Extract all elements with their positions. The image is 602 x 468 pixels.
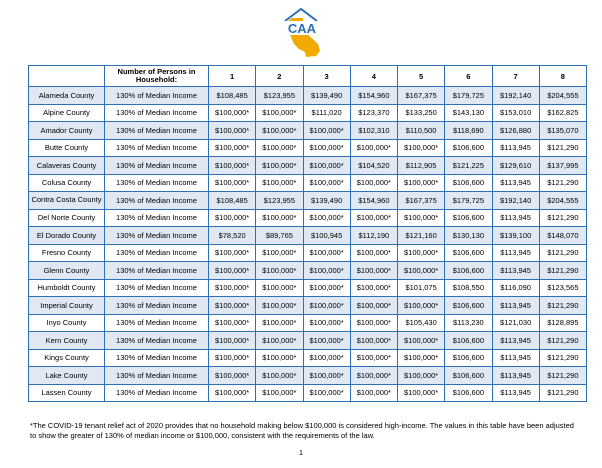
income-value-cell: $116,090 bbox=[492, 279, 539, 297]
household-size-header: Number of Persons in Household: bbox=[105, 66, 209, 87]
income-value-cell: $100,000* bbox=[256, 297, 303, 315]
income-value-cell: $100,000* bbox=[398, 209, 445, 227]
income-basis-cell: 130% of Median Income bbox=[105, 314, 209, 332]
income-value-cell: $101,075 bbox=[398, 279, 445, 297]
income-value-cell: $139,490 bbox=[303, 192, 350, 210]
income-value-cell: $100,000* bbox=[209, 384, 256, 402]
income-value-cell: $100,000* bbox=[209, 122, 256, 140]
income-value-cell: $129,610 bbox=[492, 157, 539, 175]
footnote: *The COVID-19 tenant relief act of 2020 provides that no household making below $100,000 is considered high-income. The values in this table have been adjusted to show the greater of 130% of median income or $100,000, consistent with the requirements of the law. bbox=[30, 421, 574, 440]
income-value-cell: $167,375 bbox=[398, 87, 445, 105]
income-value-cell: $100,000* bbox=[209, 104, 256, 122]
column-header: 3 bbox=[303, 66, 350, 87]
income-value-cell: $100,000* bbox=[256, 104, 303, 122]
income-basis-cell: 130% of Median Income bbox=[105, 157, 209, 175]
income-value-cell: $100,000* bbox=[256, 349, 303, 367]
income-value-cell: $100,000* bbox=[256, 332, 303, 350]
income-value-cell: $100,000* bbox=[350, 244, 397, 262]
income-value-cell: $100,000* bbox=[209, 367, 256, 385]
caa-logo bbox=[272, 4, 330, 60]
table-row bbox=[29, 384, 587, 402]
income-value-cell: $106,600 bbox=[445, 367, 492, 385]
income-value-cell: $100,000* bbox=[256, 244, 303, 262]
income-value-cell: $130,130 bbox=[445, 227, 492, 245]
income-value-cell: $113,230 bbox=[445, 314, 492, 332]
income-value-cell: $100,000* bbox=[303, 139, 350, 157]
income-value-cell: $100,000* bbox=[209, 314, 256, 332]
income-value-cell: $108,485 bbox=[209, 87, 256, 105]
income-value-cell: $204,555 bbox=[539, 87, 586, 105]
county-cell: Imperial County bbox=[29, 297, 105, 315]
county-cell: Alameda County bbox=[29, 87, 105, 105]
table-row bbox=[29, 87, 587, 105]
income-value-cell: $113,945 bbox=[492, 174, 539, 192]
income-value-cell: $113,945 bbox=[492, 139, 539, 157]
income-basis-cell: 130% of Median Income bbox=[105, 192, 209, 210]
income-value-cell: $108,485 bbox=[209, 192, 256, 210]
income-value-cell: $113,945 bbox=[492, 262, 539, 280]
income-value-cell: $100,000* bbox=[256, 174, 303, 192]
income-value-cell: $100,000* bbox=[303, 279, 350, 297]
income-value-cell: $100,000* bbox=[256, 139, 303, 157]
table-row bbox=[29, 174, 587, 192]
income-value-cell: $113,945 bbox=[492, 367, 539, 385]
income-value-cell: $106,600 bbox=[445, 244, 492, 262]
income-value-cell: $100,000* bbox=[209, 297, 256, 315]
table-row bbox=[29, 332, 587, 350]
table-row bbox=[29, 262, 587, 280]
income-value-cell: $100,000* bbox=[209, 244, 256, 262]
income-basis-cell: 130% of Median Income bbox=[105, 227, 209, 245]
income-value-cell: $118,690 bbox=[445, 122, 492, 140]
median-income-table bbox=[28, 65, 587, 402]
income-value-cell: $113,945 bbox=[492, 332, 539, 350]
income-value-cell: $179,725 bbox=[445, 87, 492, 105]
county-cell: Colusa County bbox=[29, 174, 105, 192]
income-value-cell: $100,000* bbox=[256, 122, 303, 140]
income-value-cell: $135,070 bbox=[539, 122, 586, 140]
income-value-cell: $123,565 bbox=[539, 279, 586, 297]
county-cell: Alpine County bbox=[29, 104, 105, 122]
county-cell: Del Norte County bbox=[29, 209, 105, 227]
income-value-cell: $100,945 bbox=[303, 227, 350, 245]
income-value-cell: $106,600 bbox=[445, 384, 492, 402]
income-value-cell: $78,520 bbox=[209, 227, 256, 245]
income-value-cell: $100,000* bbox=[209, 174, 256, 192]
income-value-cell: $100,000* bbox=[256, 209, 303, 227]
income-value-cell: $102,310 bbox=[350, 122, 397, 140]
income-value-cell: $100,000* bbox=[350, 314, 397, 332]
income-value-cell: $100,000* bbox=[350, 349, 397, 367]
income-value-cell: $100,000* bbox=[350, 297, 397, 315]
income-value-cell: $106,600 bbox=[445, 297, 492, 315]
county-cell: Lassen County bbox=[29, 384, 105, 402]
income-value-cell: $100,000* bbox=[256, 262, 303, 280]
county-cell: Humboldt County bbox=[29, 279, 105, 297]
income-value-cell: $192,140 bbox=[492, 192, 539, 210]
county-cell: El Dorado County bbox=[29, 227, 105, 245]
income-basis-cell: 130% of Median Income bbox=[105, 87, 209, 105]
column-header: 8 bbox=[539, 66, 586, 87]
income-value-cell: $154,960 bbox=[350, 87, 397, 105]
income-value-cell: $167,375 bbox=[398, 192, 445, 210]
income-basis-cell: 130% of Median Income bbox=[105, 384, 209, 402]
income-value-cell: $121,290 bbox=[539, 367, 586, 385]
table-row bbox=[29, 279, 587, 297]
table-row bbox=[29, 297, 587, 315]
income-value-cell: $100,000* bbox=[209, 349, 256, 367]
table-header-row bbox=[29, 66, 587, 87]
income-value-cell: $113,945 bbox=[492, 297, 539, 315]
table-body bbox=[29, 87, 587, 402]
income-value-cell: $112,190 bbox=[350, 227, 397, 245]
income-value-cell: $106,600 bbox=[445, 139, 492, 157]
income-value-cell: $108,550 bbox=[445, 279, 492, 297]
income-value-cell: $100,000* bbox=[256, 384, 303, 402]
income-value-cell: $100,000* bbox=[303, 332, 350, 350]
income-value-cell: $179,725 bbox=[445, 192, 492, 210]
income-value-cell: $100,000* bbox=[398, 262, 445, 280]
income-value-cell: $100,000* bbox=[398, 384, 445, 402]
income-value-cell: $113,945 bbox=[492, 349, 539, 367]
income-value-cell: $121,290 bbox=[539, 262, 586, 280]
income-value-cell: $104,520 bbox=[350, 157, 397, 175]
california-state-logo-icon bbox=[272, 4, 330, 60]
income-value-cell: $126,880 bbox=[492, 122, 539, 140]
income-value-cell: $100,000* bbox=[303, 262, 350, 280]
income-value-cell: $148,070 bbox=[539, 227, 586, 245]
table-row bbox=[29, 104, 587, 122]
county-cell: Glenn County bbox=[29, 262, 105, 280]
header-blank-cell bbox=[29, 66, 105, 87]
county-cell: Fresno County bbox=[29, 244, 105, 262]
income-value-cell: $112,905 bbox=[398, 157, 445, 175]
income-value-cell: $137,995 bbox=[539, 157, 586, 175]
income-value-cell: $100,000* bbox=[209, 332, 256, 350]
income-value-cell: $100,000* bbox=[209, 209, 256, 227]
income-value-cell: $100,000* bbox=[398, 244, 445, 262]
income-value-cell: $204,555 bbox=[539, 192, 586, 210]
income-value-cell: $100,000* bbox=[398, 297, 445, 315]
column-header: 2 bbox=[256, 66, 303, 87]
income-value-cell: $100,000* bbox=[398, 174, 445, 192]
table-row bbox=[29, 367, 587, 385]
column-header: 6 bbox=[445, 66, 492, 87]
income-value-cell: $100,000* bbox=[303, 157, 350, 175]
income-value-cell: $110,500 bbox=[398, 122, 445, 140]
income-value-cell: $123,370 bbox=[350, 104, 397, 122]
income-basis-cell: 130% of Median Income bbox=[105, 104, 209, 122]
income-value-cell: $89,765 bbox=[256, 227, 303, 245]
income-basis-cell: 130% of Median Income bbox=[105, 209, 209, 227]
income-value-cell: $121,290 bbox=[539, 139, 586, 157]
income-basis-cell: 130% of Median Income bbox=[105, 174, 209, 192]
income-value-cell: $121,290 bbox=[539, 209, 586, 227]
income-value-cell: $128,895 bbox=[539, 314, 586, 332]
income-value-cell: $106,600 bbox=[445, 332, 492, 350]
income-value-cell: $100,000* bbox=[303, 349, 350, 367]
county-cell: Butte County bbox=[29, 139, 105, 157]
income-value-cell: $100,000* bbox=[209, 279, 256, 297]
column-header: 4 bbox=[350, 66, 397, 87]
income-basis-cell: 130% of Median Income bbox=[105, 244, 209, 262]
income-value-cell: $100,000* bbox=[209, 262, 256, 280]
income-value-cell: $121,225 bbox=[445, 157, 492, 175]
county-cell: Amador County bbox=[29, 122, 105, 140]
income-value-cell: $106,600 bbox=[445, 262, 492, 280]
county-cell: Lake County bbox=[29, 367, 105, 385]
income-value-cell: $154,960 bbox=[350, 192, 397, 210]
income-value-cell: $100,000* bbox=[209, 157, 256, 175]
income-value-cell: $111,020 bbox=[303, 104, 350, 122]
income-value-cell: $123,955 bbox=[256, 87, 303, 105]
income-value-cell: $100,000* bbox=[398, 349, 445, 367]
income-basis-cell: 130% of Median Income bbox=[105, 122, 209, 140]
table-row bbox=[29, 139, 587, 157]
column-header: 1 bbox=[209, 66, 256, 87]
logo-text: CAA bbox=[287, 21, 317, 36]
income-value-cell: $139,490 bbox=[303, 87, 350, 105]
county-cell: Calaveras County bbox=[29, 157, 105, 175]
income-value-cell: $100,000* bbox=[350, 332, 397, 350]
page-number: 1 bbox=[298, 448, 304, 457]
income-basis-cell: 130% of Median Income bbox=[105, 279, 209, 297]
income-value-cell: $121,290 bbox=[539, 174, 586, 192]
income-value-cell: $100,000* bbox=[350, 209, 397, 227]
income-value-cell: $100,000* bbox=[303, 122, 350, 140]
income-basis-cell: 130% of Median Income bbox=[105, 332, 209, 350]
table-row bbox=[29, 314, 587, 332]
income-value-cell: $192,140 bbox=[492, 87, 539, 105]
income-value-cell: $105,430 bbox=[398, 314, 445, 332]
income-value-cell: $100,000* bbox=[256, 314, 303, 332]
table-row bbox=[29, 244, 587, 262]
column-header: 7 bbox=[492, 66, 539, 87]
income-value-cell: $100,000* bbox=[303, 384, 350, 402]
income-value-cell: $100,000* bbox=[303, 297, 350, 315]
income-value-cell: $106,600 bbox=[445, 349, 492, 367]
income-value-cell: $121,290 bbox=[539, 384, 586, 402]
county-cell: Inyo County bbox=[29, 314, 105, 332]
income-value-cell: $153,010 bbox=[492, 104, 539, 122]
income-value-cell: $100,000* bbox=[303, 244, 350, 262]
income-basis-cell: 130% of Median Income bbox=[105, 262, 209, 280]
income-value-cell: $100,000* bbox=[303, 209, 350, 227]
table-row bbox=[29, 227, 587, 245]
income-value-cell: $162,825 bbox=[539, 104, 586, 122]
income-value-cell: $133,250 bbox=[398, 104, 445, 122]
income-value-cell: $100,000* bbox=[350, 279, 397, 297]
income-value-cell: $100,000* bbox=[350, 262, 397, 280]
income-value-cell: $121,290 bbox=[539, 244, 586, 262]
income-value-cell: $121,160 bbox=[398, 227, 445, 245]
column-header: 5 bbox=[398, 66, 445, 87]
income-value-cell: $100,000* bbox=[350, 139, 397, 157]
income-value-cell: $123,955 bbox=[256, 192, 303, 210]
income-value-cell: $121,290 bbox=[539, 349, 586, 367]
income-value-cell: $106,600 bbox=[445, 209, 492, 227]
income-value-cell: $121,290 bbox=[539, 332, 586, 350]
income-value-cell: $113,945 bbox=[492, 244, 539, 262]
income-value-cell: $100,000* bbox=[303, 314, 350, 332]
county-cell: Kern County bbox=[29, 332, 105, 350]
income-value-cell: $100,000* bbox=[256, 367, 303, 385]
income-value-cell: $106,600 bbox=[445, 174, 492, 192]
table-row bbox=[29, 122, 587, 140]
county-cell: Kings County bbox=[29, 349, 105, 367]
income-value-cell: $113,945 bbox=[492, 384, 539, 402]
income-basis-cell: 130% of Median Income bbox=[105, 367, 209, 385]
income-value-cell: $100,000* bbox=[303, 174, 350, 192]
income-value-cell: $100,000* bbox=[256, 279, 303, 297]
income-value-cell: $100,000* bbox=[256, 157, 303, 175]
income-value-cell: $143,130 bbox=[445, 104, 492, 122]
income-value-cell: $121,290 bbox=[539, 297, 586, 315]
income-value-cell: $100,000* bbox=[303, 367, 350, 385]
table-row bbox=[29, 157, 587, 175]
table-row bbox=[29, 192, 587, 210]
income-value-cell: $100,000* bbox=[398, 139, 445, 157]
income-value-cell: $100,000* bbox=[398, 367, 445, 385]
income-value-cell: $100,000* bbox=[398, 332, 445, 350]
income-basis-cell: 130% of Median Income bbox=[105, 297, 209, 315]
income-value-cell: $100,000* bbox=[209, 139, 256, 157]
county-cell: Contra Costa County bbox=[29, 192, 105, 210]
income-value-cell: $100,000* bbox=[350, 384, 397, 402]
table-row bbox=[29, 209, 587, 227]
income-basis-cell: 130% of Median Income bbox=[105, 349, 209, 367]
table-row bbox=[29, 349, 587, 367]
income-value-cell: $121,030 bbox=[492, 314, 539, 332]
income-basis-cell: 130% of Median Income bbox=[105, 139, 209, 157]
income-value-cell: $100,000* bbox=[350, 174, 397, 192]
income-value-cell: $113,945 bbox=[492, 209, 539, 227]
income-value-cell: $139,100 bbox=[492, 227, 539, 245]
income-value-cell: $100,000* bbox=[350, 367, 397, 385]
